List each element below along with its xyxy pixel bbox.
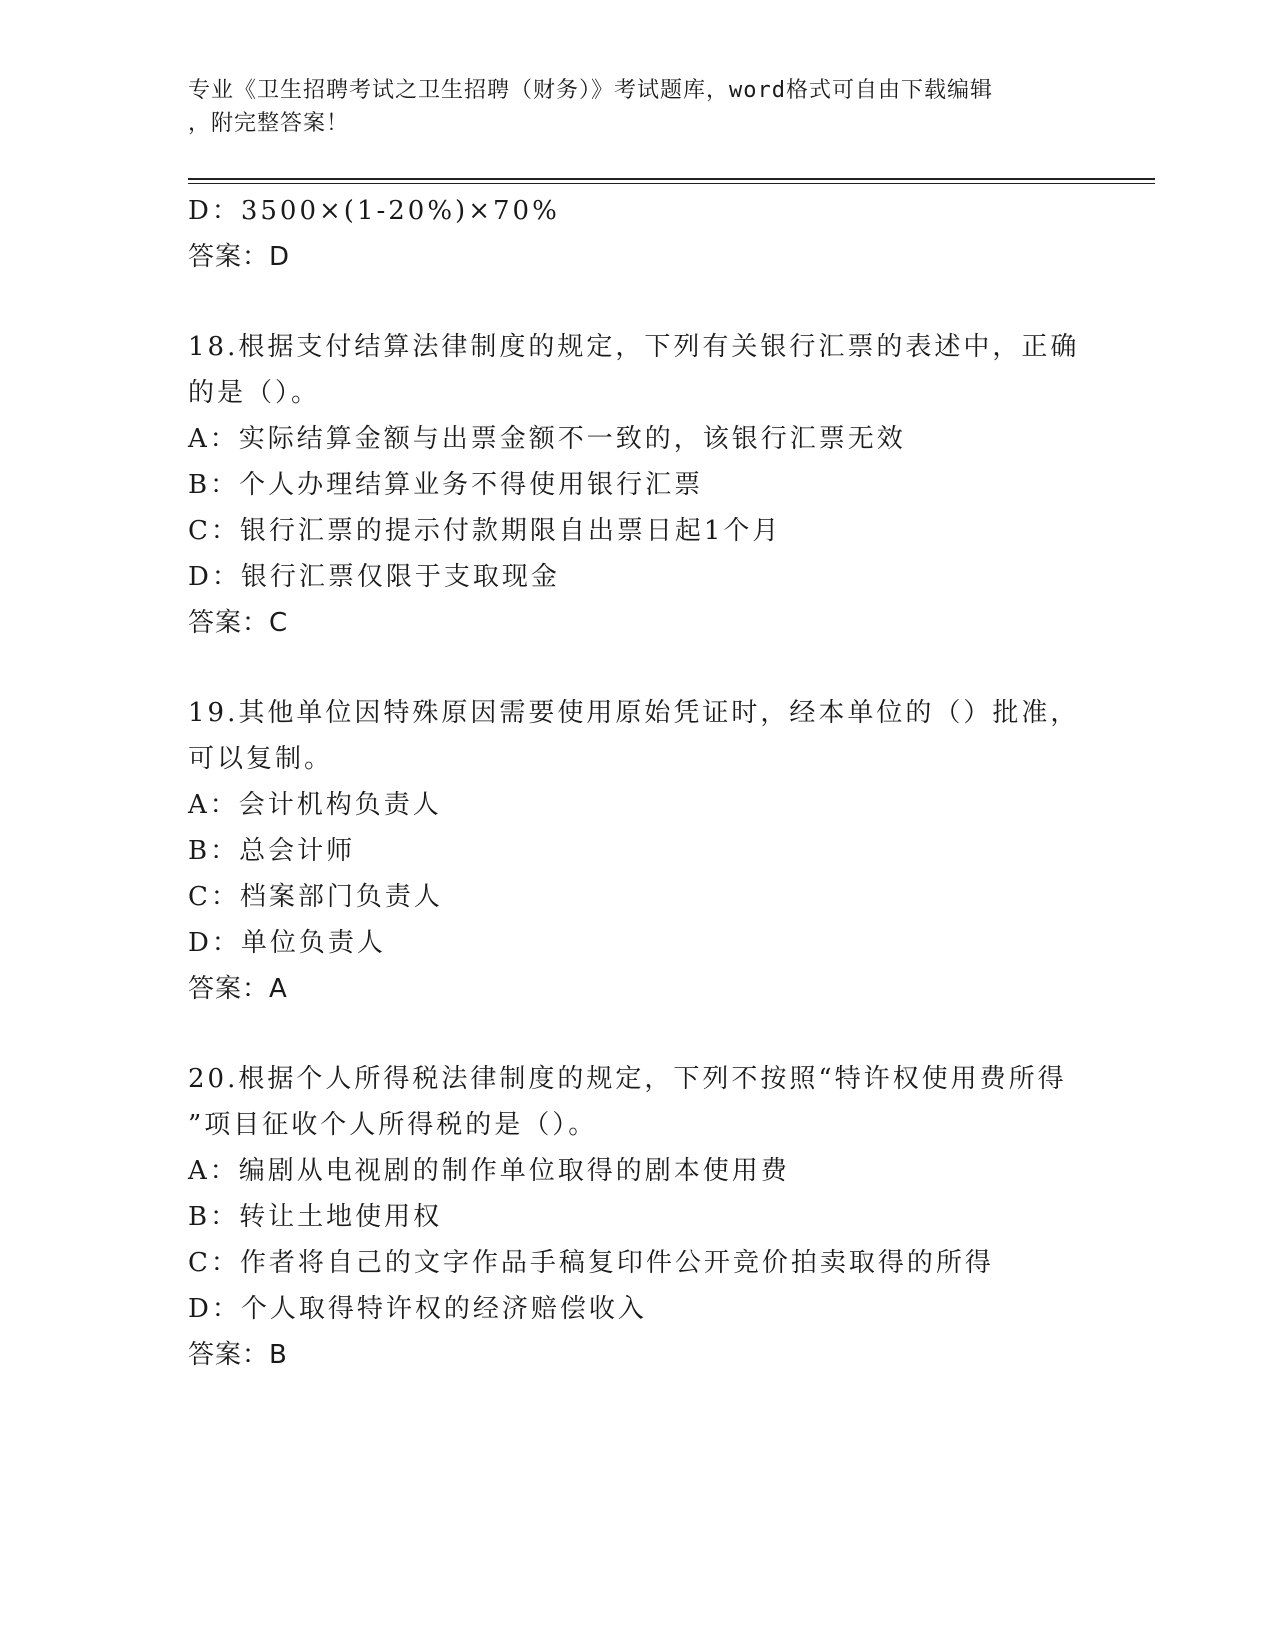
header-line-2: ，附完整答案！ bbox=[188, 111, 350, 136]
answer-line: 答案：D bbox=[188, 242, 291, 272]
question-text-line-2: ”项目征收个人所得税的是（）。 bbox=[188, 1110, 598, 1140]
option-b: B：转让土地使用权 bbox=[188, 1202, 443, 1232]
answer-line: 答案：C bbox=[188, 608, 289, 638]
option-c: C：银行汇票的提示付款期限自出票日起1个月 bbox=[188, 516, 782, 546]
header-rule-thick bbox=[188, 178, 1155, 180]
option-d: D：个人取得特许权的经济赔偿收入 bbox=[188, 1294, 647, 1324]
option-b: B：总会计师 bbox=[188, 836, 356, 866]
question-text-line-2: 的是（）。 bbox=[188, 378, 321, 408]
option-c: C：作者将自己的文字作品手稿复印件公开竞价拍卖取得的所得 bbox=[188, 1248, 994, 1278]
header-line-1: 专业《卫生招聘考试之卫生招聘（财务）》考试题库，word格式可自由下载编辑 bbox=[188, 78, 993, 103]
answer-line: 答案：A bbox=[188, 974, 288, 1004]
option-d: D：3500×(1-20%)×70% bbox=[188, 196, 560, 226]
question-text-line-1: 18.根据支付结算法律制度的规定，下列有关银行汇票的表述中，正确 bbox=[188, 332, 1080, 362]
question-18 bbox=[188, 324, 1088, 646]
option-a: A：编剧从电视剧的制作单位取得的剧本使用费 bbox=[188, 1156, 790, 1186]
option-a: A：实际结算金额与出票金额不一致的，该银行汇票无效 bbox=[188, 424, 906, 454]
question-text-line-1: 19.其他单位因特殊原因需要使用原始凭证时，经本单位的（）批准， bbox=[188, 698, 1080, 728]
option-d: D：单位负责人 bbox=[188, 928, 386, 958]
option-d: D：银行汇票仅限于支取现金 bbox=[188, 562, 560, 592]
header-rule-thin bbox=[188, 183, 1155, 184]
option-c: C：档案部门负责人 bbox=[188, 882, 443, 912]
question-19 bbox=[188, 690, 1088, 1012]
question-text-line-1: 20.根据个人所得税法律制度的规定，下列不按照“特许权使用费所得 bbox=[188, 1064, 1067, 1094]
option-b: B：个人办理结算业务不得使用银行汇票 bbox=[188, 470, 704, 500]
carryover-block bbox=[188, 188, 1088, 280]
page-header bbox=[188, 74, 1068, 140]
question-text-line-2: 可以复制。 bbox=[188, 744, 334, 774]
question-20 bbox=[188, 1056, 1088, 1378]
option-a: A：会计机构负责人 bbox=[188, 790, 442, 820]
answer-line: 答案：B bbox=[188, 1340, 288, 1370]
document-body bbox=[188, 188, 1088, 1378]
